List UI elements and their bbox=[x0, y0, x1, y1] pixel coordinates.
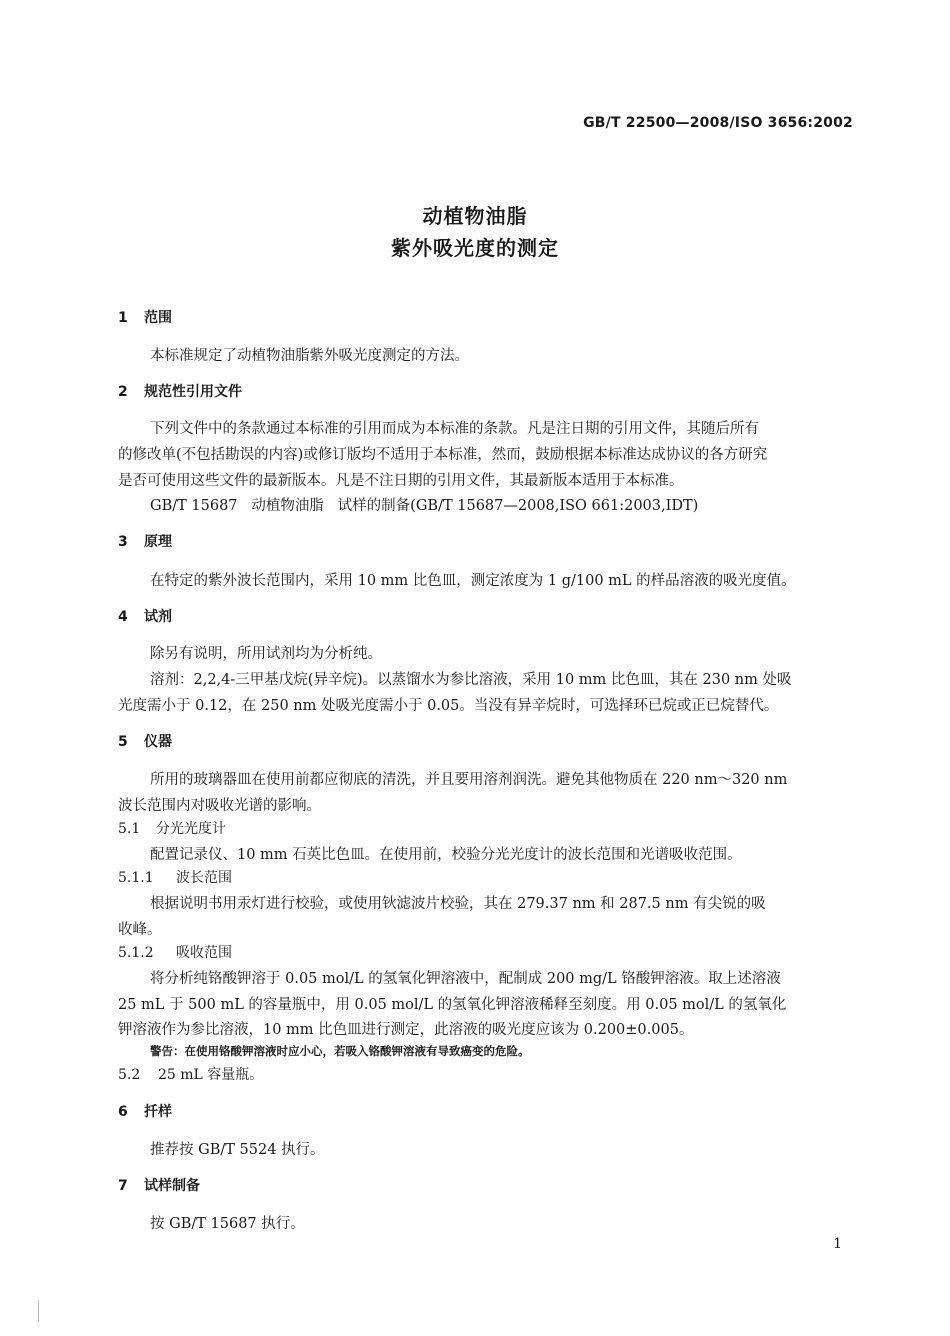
section-4-paragraph-line: 光度需小于 0.12，在 250 nm 处吸光度需小于 0.05。当没有异辛烷时，可选择环已烷或正已烷替代。 bbox=[118, 698, 779, 714]
subsection-5-2-heading bbox=[118, 1064, 263, 1084]
subsection-5-1-heading bbox=[118, 818, 226, 838]
section-title: 试剂 bbox=[144, 609, 172, 625]
subsection-title: 25 mL 容量瓶。 bbox=[158, 1067, 264, 1083]
section-5-paragraph-line: 所用的玻璃器皿在使用前都应彻底的清洗，并且要用溶剂润洗。避免其他物质在 220 nm～320 nm bbox=[150, 772, 788, 788]
title-line-1: 动植物油脂 bbox=[422, 204, 528, 228]
section-5-paragraph-line: 波长范围内对吸收光谱的影响。 bbox=[118, 798, 321, 814]
subsection-5-1-1-paragraph-line: 收峰。 bbox=[118, 922, 162, 938]
section-6-heading bbox=[118, 1101, 172, 1121]
section-number: 6 bbox=[118, 1104, 128, 1120]
section-number: 3 bbox=[118, 534, 128, 550]
subsection-number: 5.2 bbox=[118, 1067, 141, 1083]
section-1-paragraph: 本标准规定了动植物油脂紫外吸光度测定的方法。 bbox=[150, 348, 469, 364]
subsection-title: 吸收范围 bbox=[176, 945, 232, 961]
normative-reference: GB/T 15687 动植物油脂 试样的制备(GB/T 15687—2008,ISO 661:2003,IDT) bbox=[150, 498, 699, 514]
section-title: 规范性引用文件 bbox=[144, 384, 242, 400]
scan-edge-mark bbox=[38, 1300, 39, 1322]
section-2-paragraph-line: 下列文件中的条款通过本标准的引用而成为本标准的条款。凡是注日期的引用文件，其随后所有 bbox=[150, 421, 759, 437]
subsection-title: 波长范围 bbox=[176, 870, 232, 886]
page-number: 1 bbox=[833, 1236, 842, 1252]
section-title: 试样制备 bbox=[144, 1178, 200, 1194]
section-6-paragraph: 推荐按 GB/T 5524 执行。 bbox=[150, 1142, 325, 1158]
section-7-paragraph: 按 GB/T 15687 执行。 bbox=[150, 1216, 305, 1232]
subsection-5-1-2-paragraph-line: 钾溶液作为参比溶液，10 mm 比色皿进行测定，此溶液的吸光度应该为 0.200±0.005。 bbox=[118, 1022, 694, 1038]
section-2-paragraph-line: 的修改单(不包括勘误的内容)或修订版均不适用于本标准，然而，鼓励根据本标准达成协议的各方研究 bbox=[118, 447, 768, 463]
section-title: 仪器 bbox=[144, 734, 172, 750]
subsection-5-1-2-heading bbox=[118, 942, 232, 962]
section-5-heading bbox=[118, 731, 172, 751]
title-line-2: 紫外吸光度的测定 bbox=[391, 236, 559, 260]
section-title: 原理 bbox=[144, 534, 172, 550]
standard-number: GB/T 22500—2008/ISO 3656:2002 bbox=[583, 115, 853, 131]
section-1-heading bbox=[118, 307, 172, 327]
section-3-heading bbox=[118, 531, 172, 551]
section-4-paragraph: 除另有说明，所用试剂均为分析纯。 bbox=[150, 646, 382, 662]
subsection-5-1-2-paragraph-line: 25 mL 于 500 mL 的容量瓶中，用 0.05 mol/L 的氢氧化钾溶液稀释至刻度。用 0.05 mol/L 的氢氧化 bbox=[118, 997, 787, 1013]
section-4-heading bbox=[118, 606, 172, 626]
section-4-paragraph-line: 溶剂：2,2,4-三甲基戊烷(异辛烷)。以蒸馏水为参比溶液，采用 10 mm 比色皿，其在 230 nm 处吸 bbox=[150, 672, 792, 688]
section-title: 扦样 bbox=[144, 1104, 172, 1120]
warning-note: 警告：在使用铬酸钾溶液时应小心，若吸入铬酸钾溶液有导致癌变的危险。 bbox=[150, 1044, 530, 1058]
section-7-heading bbox=[118, 1175, 200, 1195]
subsection-number: 5.1.2 bbox=[118, 945, 154, 961]
section-number: 2 bbox=[118, 384, 128, 400]
section-title: 范围 bbox=[144, 310, 172, 326]
subsection-number: 5.1 bbox=[118, 821, 141, 837]
section-3-paragraph: 在特定的紫外波长范围内，采用 10 mm 比色皿，测定浓度为 1 g/100 mL 的样品溶液的吸光度值。 bbox=[150, 573, 796, 589]
subsection-number: 5.1.1 bbox=[118, 870, 154, 886]
section-2-heading bbox=[118, 381, 242, 401]
section-number: 7 bbox=[118, 1178, 128, 1194]
section-number: 4 bbox=[118, 609, 128, 625]
subsection-5-1-1-paragraph-line: 根据说明书用汞灯进行校验，或使用钬滤波片校验，其在 279.37 nm 和 287.5 nm 有尖锐的吸 bbox=[150, 896, 766, 912]
subsection-5-1-1-heading bbox=[118, 867, 232, 887]
section-number: 1 bbox=[118, 310, 128, 326]
subsection-5-1-2-paragraph-line: 将分析纯铬酸钾溶于 0.05 mol/L 的氢氧化钾溶液中，配制成 200 mg/L 铬酸钾溶液。取上述溶液 bbox=[150, 971, 781, 987]
section-number: 5 bbox=[118, 734, 128, 750]
subsection-5-1-paragraph: 配置记录仪、10 mm 石英比色皿。在使用前，校验分光光度计的波长范围和光谱吸收范围。 bbox=[150, 847, 742, 863]
section-2-paragraph-line: 是否可使用这些文件的最新版本。凡是不注日期的引用文件，其最新版本适用于本标准。 bbox=[118, 473, 684, 489]
subsection-title: 分光光度计 bbox=[156, 821, 226, 837]
